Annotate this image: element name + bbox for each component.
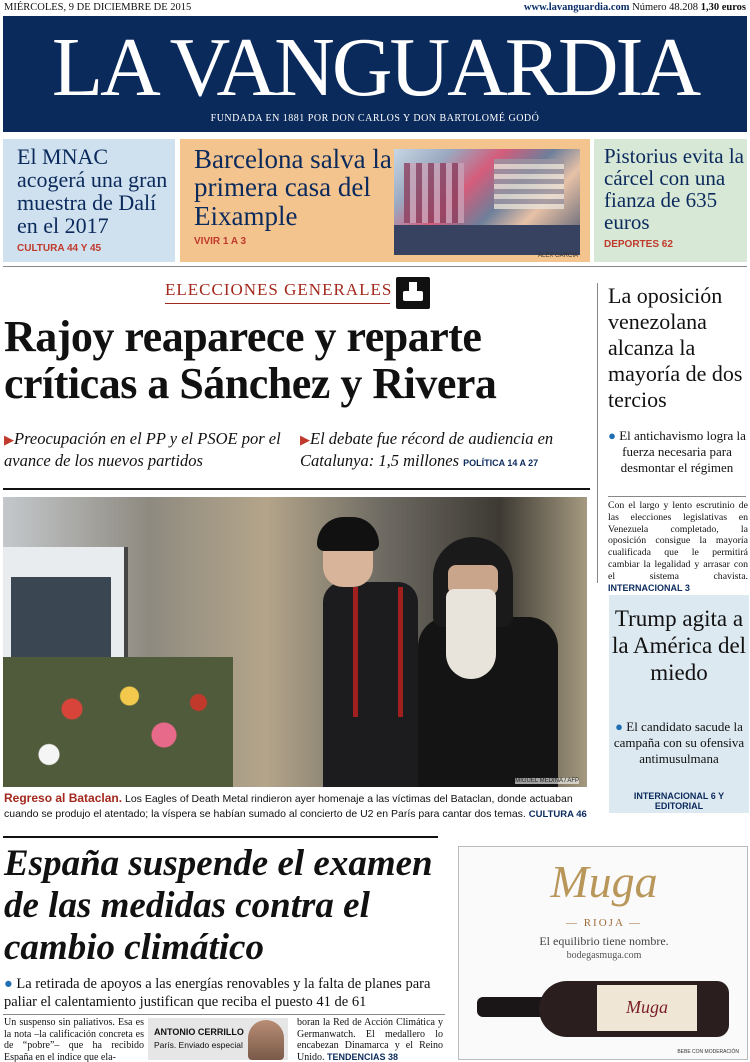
teaser-title: Barcelona salva la primera casa del Eixample — [194, 144, 392, 231]
trump-section-ref[interactable]: INTERNACIONAL 6 Y EDITORIAL — [633, 791, 725, 811]
bullet-text: El candidato sacude la campaña con su ofensiva antimusulmana — [613, 719, 745, 766]
author-name: ANTONIO CERRILLO — [154, 1027, 244, 1037]
trump-box[interactable] — [609, 595, 749, 813]
venezuela-bullet — [608, 428, 746, 476]
bullet-icon: ● — [4, 976, 13, 992]
eixample-photo — [394, 149, 580, 255]
climate-headline[interactable]: España suspende el examen de las medidas contra el cambio climático — [4, 843, 433, 968]
bataclan-photo — [3, 497, 587, 787]
venezuela-section-ref[interactable]: INTERNACIONAL 3 — [608, 582, 690, 593]
issue-date: MIÉRCOLES, 9 DE DICIEMBRE DE 2015 — [4, 2, 192, 13]
newspaper-name: LA VANGUARDIA — [51, 21, 699, 114]
venezuela-text — [608, 500, 748, 594]
caption-section-ref[interactable]: CULTURA 46 — [528, 809, 587, 820]
lead-subhead-2 — [300, 428, 590, 474]
lead-subhead-1 — [4, 428, 294, 471]
teaser-eixample[interactable] — [180, 139, 590, 262]
website-link[interactable]: www.lavanguardia.com — [523, 2, 630, 13]
wine-bottle-image — [477, 975, 727, 1037]
teaser-title: Pistorius evita la cárcel con una fianza de 635 euros — [604, 144, 744, 235]
author-box — [148, 1018, 288, 1060]
subhead-text: La retirada de apoyos a las energías renovables y la falta de planes para paliar el calentamiento justifican que reciba el puesto 41 de 61 — [4, 976, 431, 1010]
ballot-box-icon — [396, 277, 430, 309]
top-bar-right — [524, 2, 746, 13]
lead-section-ref[interactable]: POLÍTICA 14 A 27 — [463, 458, 539, 468]
teaser-mnac[interactable] — [3, 139, 175, 262]
teaser-section: DEPORTES 62 — [604, 239, 673, 251]
subhead-text: El debate fue récord de audiencia en Catalunya: 1,5 millones — [300, 429, 554, 470]
divider — [3, 836, 438, 838]
climate-section-ref[interactable]: TENDENCIAS 38 — [327, 1051, 399, 1062]
triangle-bullet-icon: ▶ — [4, 432, 14, 447]
photo-caption — [4, 791, 588, 822]
climate-body-col1: Un suspenso sin paliativos. Esa es la nota –la calificación concreta es de “pobre”– que ha recibido España en el índice que ela- — [4, 1017, 144, 1062]
subhead-text: Preocupación en el PP y el PSOE por el avance de los nuevos partidos — [4, 429, 281, 470]
teaser-title: El MNAC acogerá una gran muestra de Dalí en el 2017 — [17, 144, 168, 239]
issue-number: Número 48.208 — [632, 2, 699, 13]
divider — [3, 266, 747, 267]
ad-slogan: El equilibrio tiene nombre. — [539, 934, 669, 948]
caption-text: Los Eagles of Death Metal rindieron ayer homenaje a las víctimas del Bataclan, donde actuaban cuando se produjo el atentado; la víspera se habían sumado al concierto de U2 en París para cantar dos temas. — [4, 793, 573, 820]
author-role: París. Enviado especial — [154, 1040, 243, 1050]
photo-credit: MIGUEL MEDINA / AFP — [515, 778, 579, 784]
bullet-icon: ● — [615, 719, 623, 734]
photo-credit: ÀLEX GARCIA — [537, 253, 578, 259]
ad-brand: Muga — [550, 856, 658, 907]
bullet-text: El antichavismo logra la fuerza necesaria para desmontar el régimen — [619, 428, 746, 475]
bottle-label: Muga — [626, 997, 668, 1017]
top-bar — [0, 0, 750, 16]
body-text: boran la Red de Acción Climática y Germanwatch. El medallero lo encabezan Dinamarca y el Reino Unido. — [297, 1017, 443, 1062]
founded-line: FUNDADA EN 1881 POR DON CARLOS Y DON BARTOLOMÉ GODÓ — [210, 113, 540, 124]
trump-headline: Trump agita a la América del miedo — [611, 606, 747, 685]
muga-advertisement[interactable] — [458, 846, 748, 1060]
caption-lead: Regreso al Bataclan. — [4, 791, 123, 805]
lead-kicker: ELECCIONES GENERALES — [165, 280, 393, 299]
divider — [3, 1014, 445, 1015]
teaser-section: CULTURA 44 Y 45 — [17, 243, 102, 255]
author-avatar — [248, 1020, 284, 1060]
teaser-section: VIVIR 1 A 3 — [194, 236, 247, 248]
lead-headline[interactable]: Rajoy reaparece y reparte críticas a Sánchez y Rivera — [4, 312, 497, 408]
kicker-underline — [165, 303, 390, 304]
divider — [608, 496, 746, 497]
body-text: Con el largo y lento escrutinio de las elecciones legislativas en Venezuela completado, la oposición consigue la mayoría cualificada que le permitirá cambiar la legalidad y arrasar con el sistema chavista. — [608, 500, 748, 582]
ad-region: — RIOJA — — [565, 917, 643, 929]
climate-subhead — [4, 975, 444, 1011]
ad-warning: BEBE CON MODERACIÓN — [677, 1049, 739, 1055]
trump-bullet — [613, 719, 745, 767]
venezuela-headline[interactable]: La oposición venezolana alcanza la mayoría de dos tercios — [608, 283, 743, 412]
climate-body-col3 — [297, 1017, 443, 1062]
divider — [3, 488, 590, 490]
masthead — [3, 16, 747, 132]
triangle-bullet-icon: ▶ — [300, 432, 310, 447]
column-divider — [597, 283, 598, 583]
teaser-pistorius[interactable] — [594, 139, 747, 262]
ad-website: bodegasmuga.com — [566, 950, 642, 961]
bullet-icon: ● — [608, 428, 616, 443]
price: 1,30 euros — [700, 2, 746, 13]
